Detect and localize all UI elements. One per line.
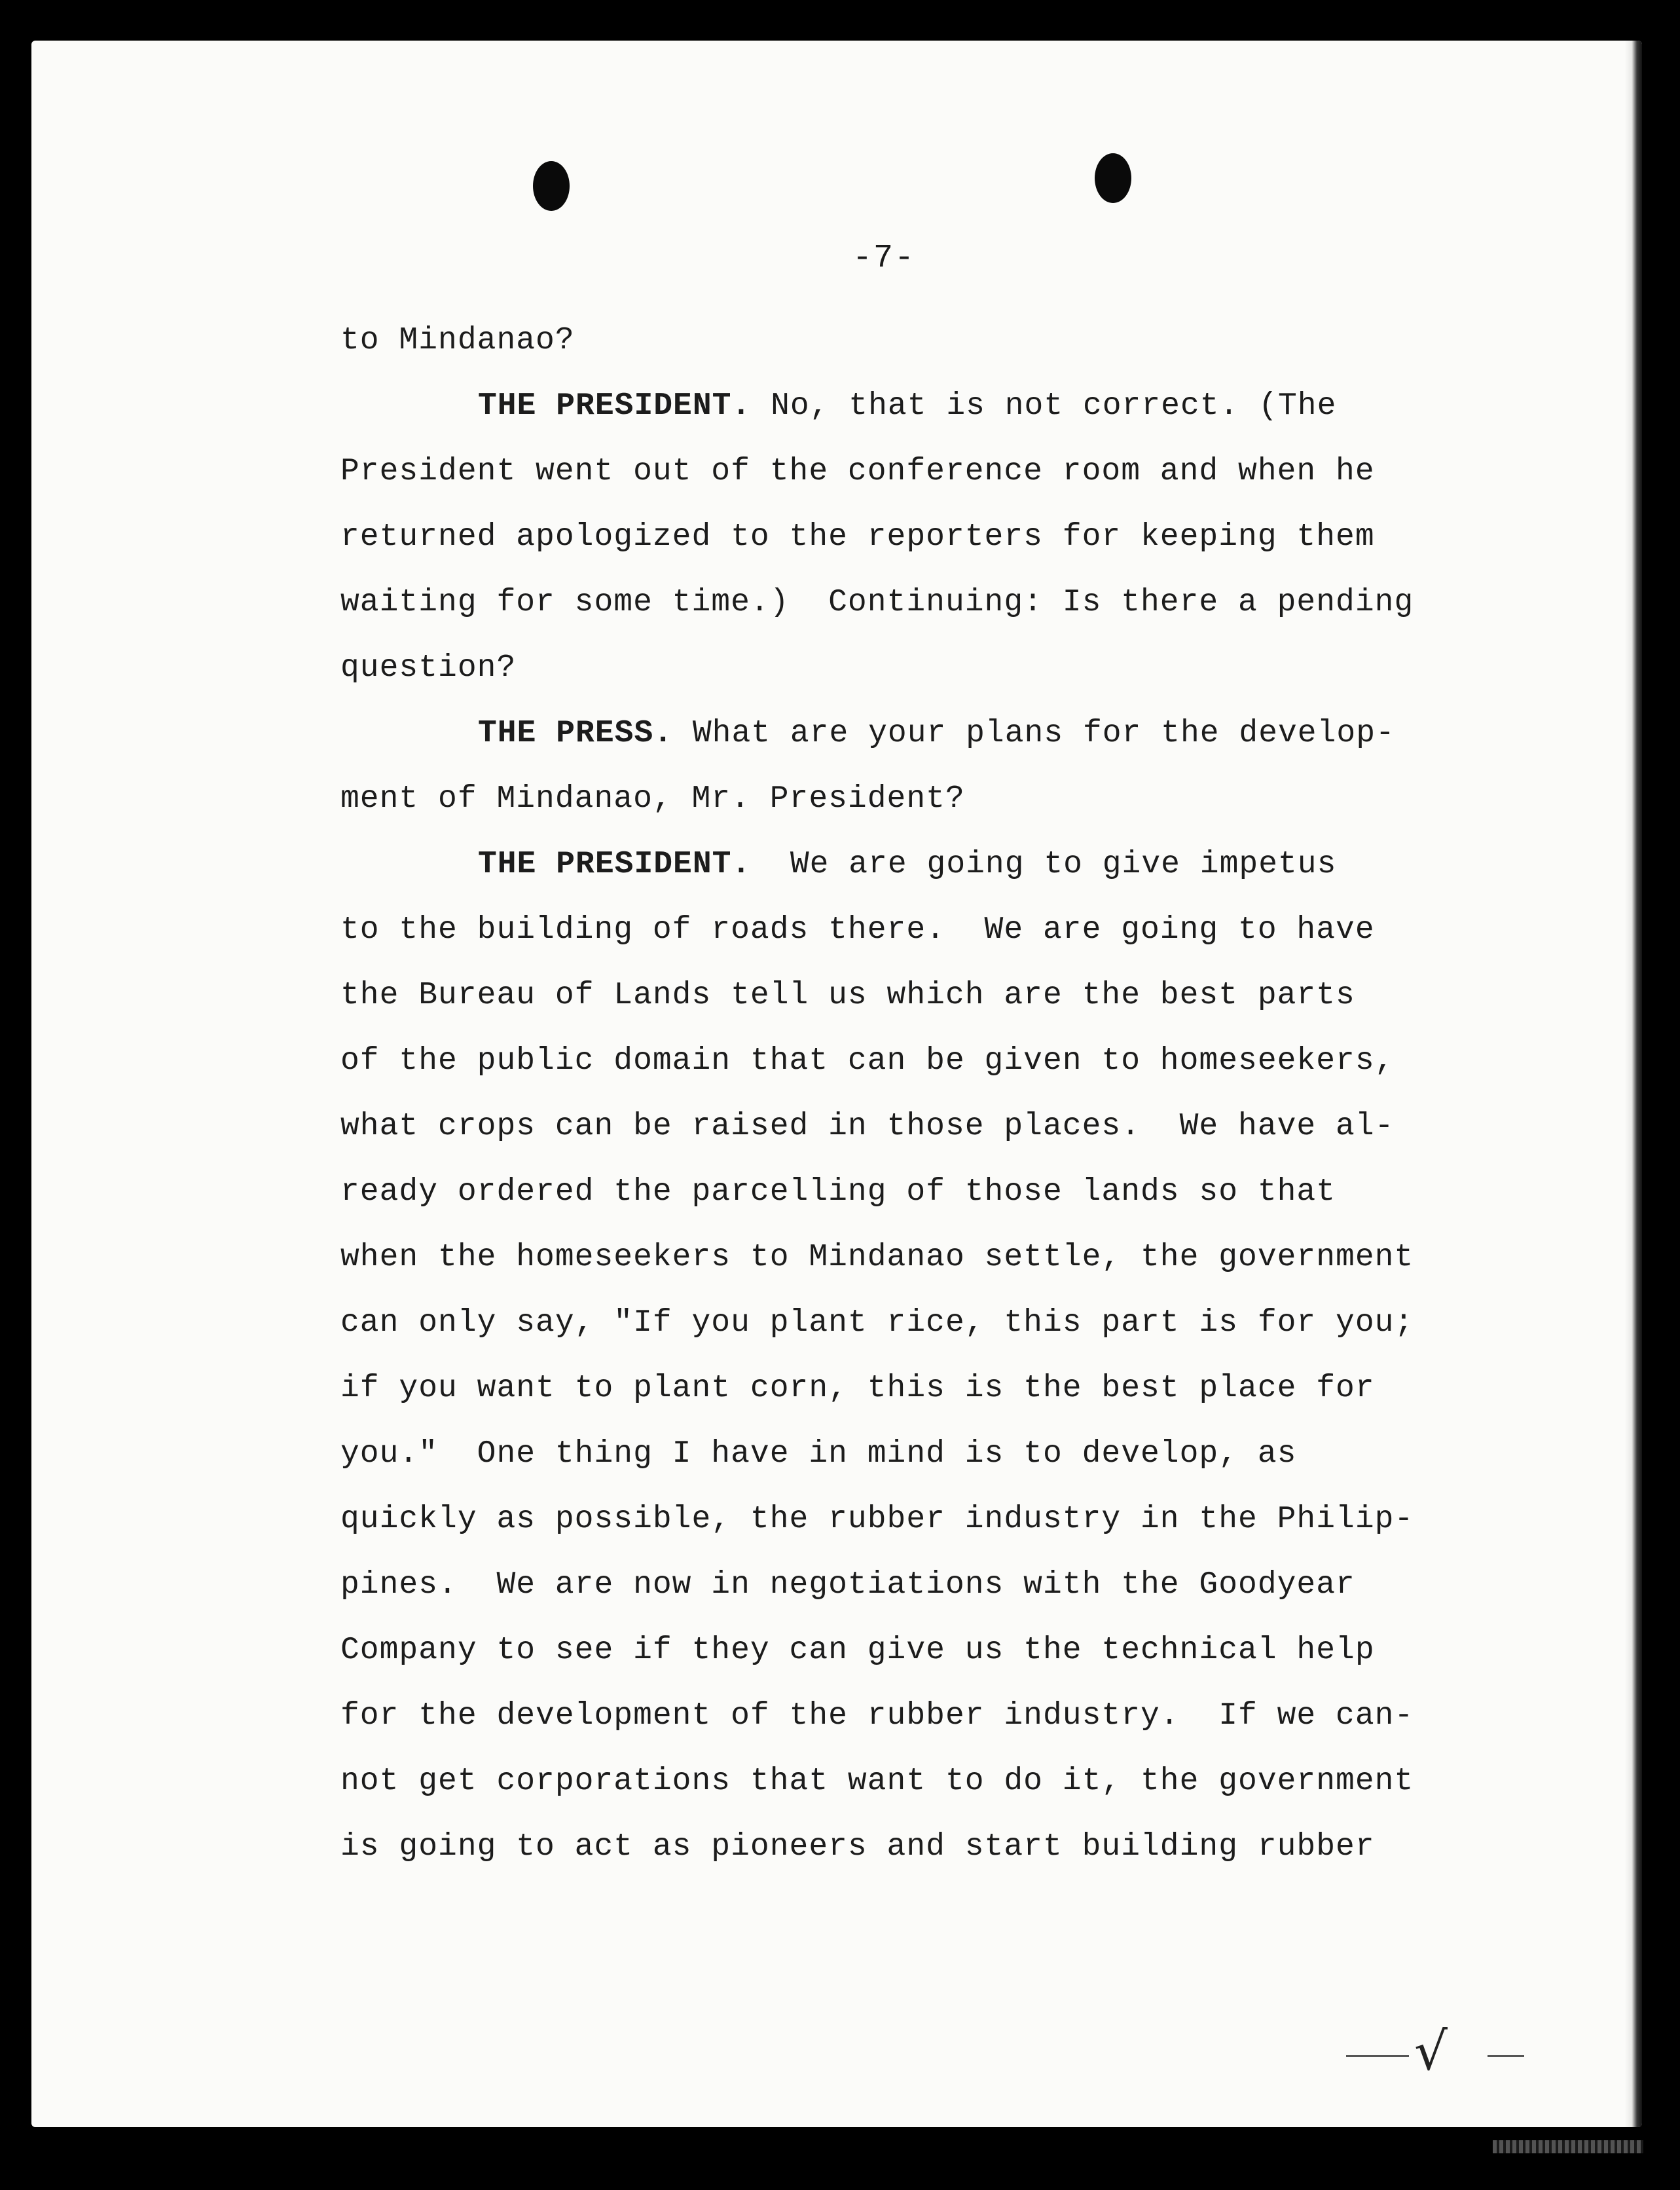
line-text: ment of Mindanao, Mr. President? bbox=[340, 781, 965, 817]
check-dash-left bbox=[1346, 2055, 1409, 2057]
line-text: what crops can be raised in those places. We have al- bbox=[340, 1109, 1395, 1144]
transcript-line bbox=[340, 308, 1467, 373]
transcript-line bbox=[340, 1094, 1467, 1159]
line-text: for the development of the rubber industry. If we can- bbox=[340, 1698, 1414, 1734]
transcript-line bbox=[340, 635, 1467, 701]
page-edge bbox=[1625, 41, 1642, 2127]
line-text: We are going to give impetus bbox=[751, 847, 1337, 882]
check-dash-right bbox=[1488, 2055, 1524, 2057]
transcript-line bbox=[340, 1552, 1467, 1618]
line-text: can only say, "If you plant rice, this part is for you; bbox=[340, 1305, 1414, 1341]
line-text: quickly as possible, the rubber industry in the Philip- bbox=[340, 1502, 1414, 1537]
transcript-line bbox=[340, 897, 1467, 963]
transcript-line bbox=[340, 439, 1467, 504]
punch-hole-left bbox=[533, 161, 570, 211]
transcript-body bbox=[340, 308, 1467, 1880]
line-text: Company to see if they can give us the technical help bbox=[340, 1633, 1375, 1668]
transcript-line bbox=[340, 570, 1467, 635]
line-text: not get corporations that want to do it, the government bbox=[340, 1764, 1414, 1799]
speaker-label: THE PRESS. bbox=[478, 716, 674, 751]
line-text: is going to act as pioneers and start building rubber bbox=[340, 1829, 1375, 1865]
line-text: you." One thing I have in mind is to develop, as bbox=[340, 1436, 1297, 1472]
line-text: pines. We are now in negotiations with the Goodyear bbox=[340, 1567, 1355, 1603]
transcript-line bbox=[340, 1487, 1467, 1552]
transcript-line bbox=[340, 701, 1467, 766]
line-text: returned apologized to the reporters for keeping them bbox=[340, 519, 1375, 555]
line-text: the Bureau of Lands tell us which are the best parts bbox=[340, 978, 1355, 1013]
transcript-line bbox=[340, 1683, 1467, 1749]
line-text: waiting for some time.) Continuing: Is there a pending bbox=[340, 585, 1414, 620]
transcript-line bbox=[340, 766, 1467, 832]
transcript-line bbox=[340, 1290, 1467, 1356]
line-text: President went out of the conference room and when he bbox=[340, 454, 1375, 489]
punch-hole-right bbox=[1095, 153, 1131, 203]
transcript-line bbox=[340, 1159, 1467, 1225]
transcript-line bbox=[340, 1225, 1467, 1290]
line-text: of the public domain that can be given to homeseekers, bbox=[340, 1043, 1395, 1079]
transcript-line bbox=[340, 1421, 1467, 1487]
transcript-line bbox=[340, 504, 1467, 570]
page-number: -7- bbox=[852, 240, 916, 277]
line-text: question? bbox=[340, 650, 517, 686]
transcript-line bbox=[340, 832, 1467, 897]
transcript-line bbox=[340, 1028, 1467, 1094]
line-text: when the homeseekers to Mindanao settle, the government bbox=[340, 1240, 1414, 1275]
transcript-line bbox=[340, 1814, 1467, 1880]
line-text: What are your plans for the develop- bbox=[673, 716, 1395, 751]
line-text: to the building of roads there. We are going to have bbox=[340, 912, 1375, 948]
transcript-line bbox=[340, 1356, 1467, 1421]
line-text: No, that is not correct. (The bbox=[751, 388, 1337, 424]
speaker-label: THE PRESIDENT. bbox=[478, 847, 752, 882]
scan-corner-mark bbox=[1493, 2140, 1643, 2153]
line-text: ready ordered the parcelling of those lands so that bbox=[340, 1174, 1336, 1210]
transcript-line bbox=[340, 963, 1467, 1028]
transcript-line bbox=[340, 1618, 1467, 1683]
speaker-label: THE PRESIDENT. bbox=[478, 388, 752, 424]
transcript-line bbox=[340, 373, 1467, 439]
line-text: if you want to plant corn, this is the best place for bbox=[340, 1371, 1375, 1406]
transcript-line bbox=[340, 1749, 1467, 1814]
line-text: to Mindanao? bbox=[340, 323, 575, 358]
checkmark-icon: √ bbox=[1414, 2021, 1448, 2082]
